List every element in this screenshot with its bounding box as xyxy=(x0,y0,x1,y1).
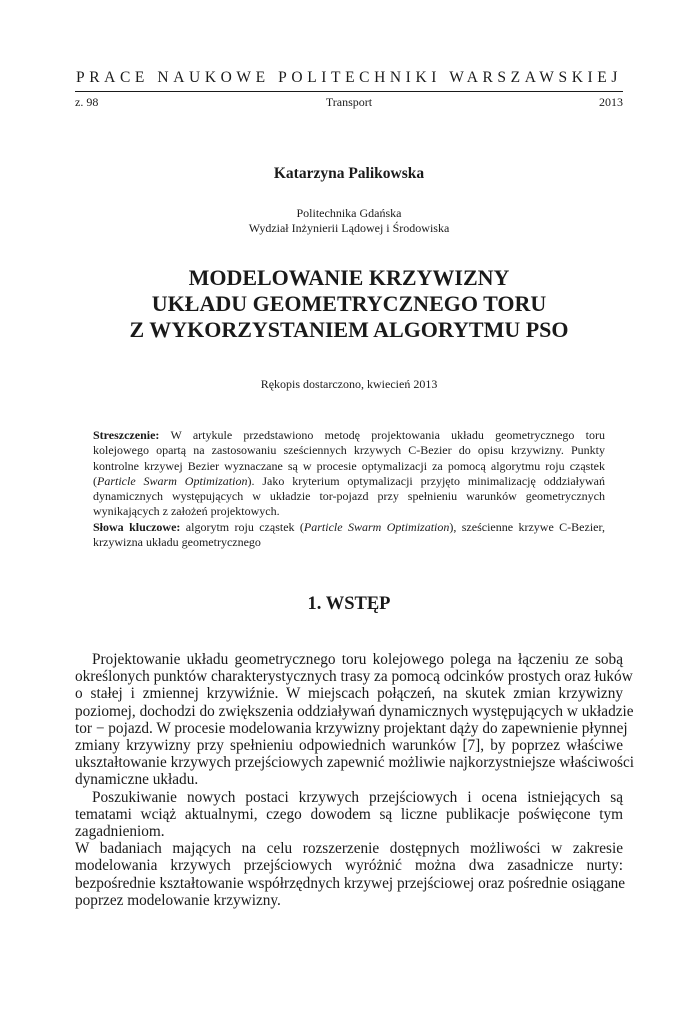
affiliation-faculty: Wydział Inżynierii Lądowej i Środowiska xyxy=(248,221,450,235)
abstract-line: kontrolne krzywej Bezier wyznaczane są w procesie optymalizacji za pomocą algorytmu roju cząstek xyxy=(93,458,605,473)
body-line: modelowania krzywych przejściowych wyróżnić można dwa zasadnicze nurty: xyxy=(75,857,623,875)
body-line: o stałej i zmiennej krzywiźnie. W miejscach połączeń, na skutek zmian krzywizny xyxy=(75,685,623,703)
body-line: ukształtowanie krzywych przejściowych zapewnić możliwie najkorzystniejsze właściwości xyxy=(75,754,634,772)
title-line: MODELOWANIE KRZYWIZNY xyxy=(188,265,510,290)
abstract-line: Streszczenie: W artykule przedstawiono metodę projektowania układu geometrycznego toru xyxy=(93,428,605,442)
volume-number: z. 98 xyxy=(75,95,99,109)
author-name: Katarzyna Palikowska xyxy=(273,165,425,182)
body-line: poprzez modelowanie krzywizny. xyxy=(75,891,281,909)
series-name: Transport xyxy=(325,95,373,109)
body-line: tematami wciąż aktualnymi, czego dowodem są liczne publikacje poświęcone tym xyxy=(75,805,623,823)
body-line: tor − pojazd. W procesie modelowania krzywizny projektant dąży do zapewnienie płynnej xyxy=(75,719,628,737)
abstract-line: dynamicznych występujących w układzie tor-pojazd przy spełnieniu warunków geometrycznych xyxy=(93,489,605,504)
keywords-line: Słowa kluczowe: algorytm roju cząstek (Particle Swarm Optimization), sześcienne krzywe C-Bezier, xyxy=(93,519,605,534)
body-line: Projektowanie układu geometrycznego toru kolejowego polega na łączeniu ze sobą xyxy=(92,651,623,668)
body-line: zmiany krzywizny przy spełnieniu odpowiednich warunków [7], by poprzez właściwe xyxy=(75,737,623,755)
publication-year: 2013 xyxy=(599,95,623,109)
paper-title xyxy=(0,265,698,343)
abstract-line: kolejowego opartą na zastosowaniu sześciennych krzywych C-Bezier do opisu krzywizny. Punkty xyxy=(93,443,605,458)
body-line: określonych punktów charakterystycznych trasy za pomocą odcinków prostych oraz łuków xyxy=(75,668,633,686)
section-heading: 1. WSTĘP xyxy=(307,594,391,614)
abstract-line: wynikających z założeń projektowych. xyxy=(93,504,280,519)
journal-title: PRACE NAUKOWE POLITECHNIKI WARSZAWSKIEJ xyxy=(76,69,622,86)
abstract-label: Streszczenie: xyxy=(93,428,160,442)
body-line: poziomej, dochodzi do zwiększenia oddziaływań dynamicznych występujących w układzie xyxy=(75,702,634,720)
abstract xyxy=(93,428,605,550)
body-line: dynamiczne układu. xyxy=(75,771,199,789)
keywords-line: krzywizna układu geometrycznego xyxy=(93,535,261,550)
abstract-line: (Particle Swarm Optimization). Jako kryterium optymalizacji przyjęto minimalizację oddziaływań xyxy=(93,473,606,488)
body-text xyxy=(75,651,634,909)
affiliation-university: Politechnika Gdańska xyxy=(296,206,402,220)
body-line: Poszukiwanie nowych postaci krzywych przejściowych i ocena istniejących są xyxy=(92,788,623,806)
body-line: bezpośrednie kształtowanie współrzędnych krzywej przejściowej oraz pośrednie osiągane xyxy=(75,874,626,892)
title-line: Z WYKORZYSTANIEM ALGORYTMU PSO xyxy=(129,317,569,342)
body-line: zagadnieniom. xyxy=(75,823,165,841)
keywords-label: Słowa kluczowe: xyxy=(93,519,181,534)
body-line: W badaniach mających na celu rozszerzenie dostępnych możliwości w zakresie xyxy=(75,840,623,858)
header-rule xyxy=(75,91,623,92)
received-date: Rękopis dostarczono, kwiecień 2013 xyxy=(260,377,438,391)
title-line: UKŁADU GEOMETRYCZNEGO TORU xyxy=(151,291,547,316)
